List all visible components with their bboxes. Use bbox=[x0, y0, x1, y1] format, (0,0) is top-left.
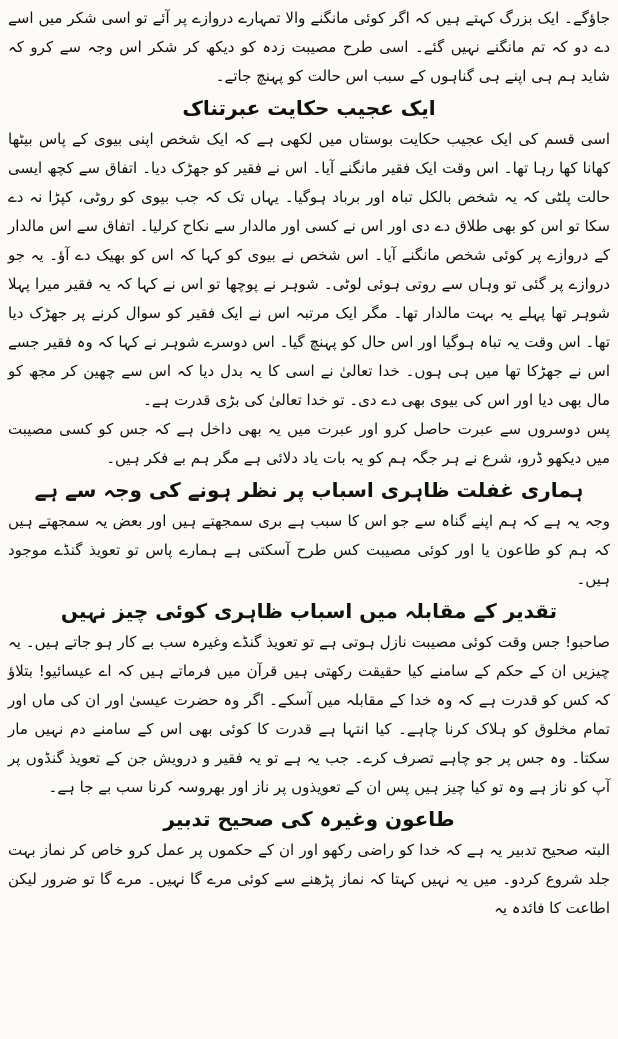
heading-negligence: ہماری غفلت ظاہری اسباب پر نظر ہونے کی وجہ سے ہے bbox=[34, 478, 584, 502]
paragraph-intro: جاؤگے۔ ایک بزرگ کہتے ہیں کہ اگر کوئی مانگنے والا تمہارے دروازے پر آئے تو اسی شکر میں اسے دے دو کہ تم مانگنے نہیں گئے۔ اسی طرح مصیبت زدہ کو دیکھ کر شکر اس وجہ سے کرو کہ شاید ہم ہی اپنے ہی گناہوں کے سبب اس حالت کو پہنچ جاتے۔ bbox=[8, 9, 610, 85]
heading-destiny: تقدیر کے مقابلہ میں اسباب ظاہری کوئی چیز نہیں bbox=[60, 599, 558, 623]
paragraph-reason: وجہ یہ ہے کہ ہم اپنے گناہ سے جو اس کا سبب ہے بری سمجھتے ہیں اور بعض یہ سمجھتے ہیں کہ ہم کو طاعون یا اور کوئی مصیبت کس طرح آسکتی ہے ہمارے پاس تو تعویذ گنڈے موجود ہیں۔ bbox=[8, 512, 610, 588]
paragraph-amulets: صاحبو! جس وقت کوئی مصیبت نازل ہوتی ہے تو تعویذ گنڈے وغیرہ سب بے کار ہو جاتے ہیں۔ یہ چیزیں ان کے حکم کے سامنے کیا حقیقت رکھتی ہیں قرآن میں فرماتے ہیں کہ اے عیسائیو! بتلاؤ کہ کس کو قدرت ہے کہ وہ خدا کے مقابلہ میں آسکے۔ اگر وہ حضرت عیسیٰ اور ان کی ماں اور تمام مخلوق کو ہلاک کرنا چاہے۔ کیا انتہا ہے قدرت کا کوئی بھی اس کے سامنے دم نہیں مار سکتا۔ وہ جس پر جو چاہے تصرف کرے۔ جب یہ ہے تو یہ فقیر و درویش جن کے تعویذ گنڈوں پر آپ کو ناز ہے وہ تو کیا چیز ہیں پس ان کے تعویذوں پر ناز اور بھروسہ کرنا سب بے جا ہے۔ bbox=[8, 633, 610, 796]
paragraph-remedy: البتہ صحیح تدبیر یہ ہے کہ خدا کو راضی رکھو اور ان کے حکموں پر عمل کرو خاص کر نماز بہت جلد شروع کردو۔ میں یہ نہیں کہتا کہ نماز پڑھنے سے کوئی مرے گا نہیں۔ مرے گا تو ضرور لیکن اطاعت کا فائدہ یہ bbox=[8, 841, 610, 917]
heading-strange-story: ایک عجیب حکایت عبرتناک bbox=[182, 96, 436, 120]
paragraph-lesson: پس دوسروں سے عبرت حاصل کرو اور عبرت میں یہ بھی داخل ہے کہ جس کو کسی مصیبت میں دیکھو ڈرو، شرع نے ہر جگہ ہم کو یہ بات یاد دلائی ہے مگر ہم بے فکر ہیں۔ bbox=[8, 420, 610, 467]
paragraph-story: اسی قسم کی ایک عجیب حکایت بوستاں میں لکھی ہے کہ ایک شخص اپنی بیوی کے پاس بیٹھا کھانا کھا رہا تھا۔ اس وقت ایک فقیر مانگنے آیا۔ اس نے فقیر کو جھڑک دیا۔ اتفاق سے کچھ ایسی حالت پلٹی کہ یہ شخص بالکل تباہ اور برباد ہوگیا۔ یہاں تک کہ جب بیوی کو روٹی، کپڑا نہ دے سکا تو اس کو بھی طلاق دے دی اور اس نے کسی اور مالدار سے نکاح کرلیا۔ اتفاق سے اس مالدار کے دروازے پر کوئی شخص مانگنے آیا۔ اس شخص نے بیوی کو کہا کہ اس کو بھیک دے آؤ۔ یہ جو دروازے پر گئی تو وہاں سے روتی ہوئی لوٹی۔ شوہر نے پوچھا تو اس نے کہا کہ یہ فقیر میرا پہلا شوہر تھا پہلے یہ بہت مالدار تھا۔ مگر ایک مرتبہ اس نے ایک فقیر کو سوال کرنے پر جھڑک دیا تھا۔ اس وقت یہ تباہ ہوگیا اور اس حال کو پہنچ گیا۔ اس دوسرے شوہر نے کہا کہ وہ فقیر جسے اس نے جھڑکا تھا میں ہی ہوں۔ خدا تعالیٰ نے اسی کا یہ بدل دیا کہ اس سے چھین کر مجھ کو مال بھی دیا اور اس کی بیوی بھی دے دی۔ تو خدا تعالیٰ کی بڑی قدرت ہے۔ bbox=[8, 130, 610, 409]
heading-plague-remedy: طاعون وغیرہ کی صحیح تدبیر bbox=[163, 807, 455, 831]
